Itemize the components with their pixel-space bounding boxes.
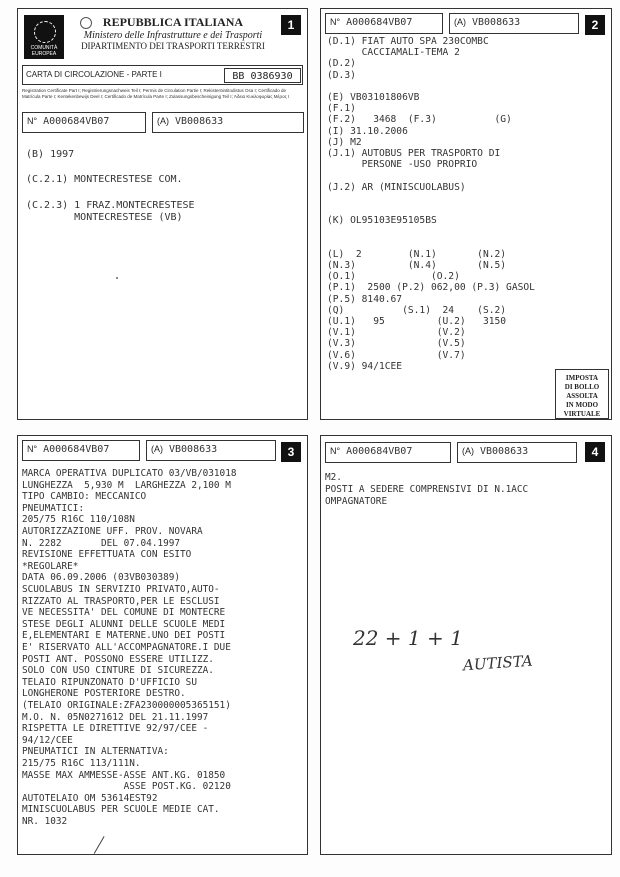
text-line: (P.5) 8140.67 [327, 293, 403, 305]
field-c21: (C.2.1) MONTECRESTESE COM. [26, 174, 183, 185]
no-field [22, 112, 146, 133]
text-line: RIZZATO AL TRASPORTO,PER LE ESCLUSI [22, 595, 220, 607]
a-field [457, 442, 577, 463]
a-value: VB008633 [169, 444, 218, 455]
panel-3 [17, 435, 308, 855]
no-field [325, 442, 451, 463]
text-line: DATA 06.09.2006 (03VB030389) [22, 572, 181, 584]
text-line: MINISCUOLABUS PER SCUOLE MEDIE CAT. [22, 804, 220, 816]
text-line: ASSE POST.KG. 02120 [22, 781, 231, 793]
text-line: CACCIAMALI-TEMA 2 [327, 47, 460, 59]
text-line: N. 2282 DEL 07.04.1997 [22, 537, 181, 549]
a-value: VB008633 [175, 116, 224, 127]
panel-2 [320, 8, 612, 420]
text-line: (Q) (S.1) 24 (S.2) [327, 304, 507, 316]
text-line: VE NECESSITA' DEL COMUNE DI MONTECRE [22, 607, 226, 619]
no-label: N° [330, 446, 341, 456]
serial-number: BB 0386930 [224, 68, 301, 83]
panel-1 [17, 8, 308, 420]
carta-label: CARTA DI CIRCOLAZIONE - PARTE I [22, 65, 303, 85]
text-line: (E) VB03101806VB [327, 92, 420, 103]
stamp-duty-box [555, 369, 609, 419]
text-line: E,ELEMENTARI E MATERNE.UNO DEI POSTI [22, 630, 226, 642]
text-line: (L) 2 (N.1) (N.2) [327, 248, 507, 260]
text-line: (D.2) [327, 58, 356, 70]
text-line: LONGHERONE POSTERIORE DESTRO. [22, 688, 186, 700]
text-line: 215/75 R16C 113/111N. [22, 758, 141, 769]
a-field [146, 440, 276, 461]
speck [116, 277, 118, 279]
field-c23-cont: MONTECRESTESE (VB) [26, 212, 183, 223]
handwritten-driver: AUTISTA [462, 651, 534, 675]
text-line: POSTI ANT. POSSONO ESSERE UTILIZZ. [22, 653, 214, 665]
text-line: (V.3) (V.5) [327, 338, 466, 350]
text-line: NR. 1032 [22, 816, 68, 827]
text-line: OMPAGNATORE [325, 496, 388, 507]
text-line: (P.1) 2500 (P.2) 062,00 (P.3) GASOL [327, 282, 535, 294]
text-line: (F.1) [327, 103, 356, 115]
text-line: (V.9) 94/1CEE [327, 360, 403, 372]
bollo-line: VIRTUALE [563, 410, 601, 418]
text-line: POSTI A SEDERE COMPRENSIVI DI N.1ACC [325, 484, 529, 495]
eu-flag-icon [24, 15, 64, 59]
a-label: (A) [151, 444, 163, 454]
field-c23: (C.2.3) 1 FRAZ.MONTECRESTESE [26, 200, 195, 211]
multilingual-print: Registration Certificate Part I; Registrierungsnachweis Teil I; Permis de Circulation Partie I; Rekisteröintitodistus Osa I; Certificado de Matrícula Parte I; Kentekenbewijs Deel I; Certificado de Matrícula Parte I; Zulassungsbescheinigung Teil I; Άδεια Κυκλοφορίας Μέρος I [22, 88, 290, 99]
text-line: (F.2) 3468 (F.3) (G) [327, 114, 512, 126]
text-line: LUNGHEZZA 5,930 M LARGHEZZA 2,100 M [22, 479, 231, 491]
text-line: E' RISERVATO ALL'ACCOMPAGNATORE.I DUE [22, 642, 231, 653]
text-line: AUTOTELAIO OM 53614EST92 [22, 792, 158, 804]
bollo-line: DI BOLLO [564, 383, 600, 391]
handwritten-seat-count: 22 + 1 + 1 [353, 626, 463, 650]
text-line: AUTORIZZAZIONE UFF. PROV. NOVARA [22, 526, 203, 537]
text-line: (O.1) (O.2) [327, 271, 460, 283]
text-line: (V.6) (V.7) [327, 349, 466, 361]
no-field [22, 440, 140, 461]
text-line: 94/12/CEE [22, 734, 73, 746]
a-value: VB008633 [472, 17, 521, 28]
no-field [325, 13, 443, 34]
a-field [449, 13, 579, 34]
a-label: (A) [157, 116, 169, 126]
document-header [68, 15, 278, 51]
text-line: M.O. N. 05N0271612 DEL 21.11.1997 [22, 711, 209, 723]
text-line: PERSONE -USO PROPRIO [327, 159, 478, 171]
text-line: (I) 31.10.2006 [327, 125, 408, 137]
a-value: VB008633 [480, 446, 529, 457]
panel-number: 4 [585, 442, 605, 462]
panel-number: 3 [281, 442, 301, 462]
text-line: 205/75 R16C 110/108N [22, 514, 135, 526]
field-b: (B) 1997 [26, 149, 75, 160]
a-label: (A) [462, 446, 474, 456]
text-line: PNEUMATICI IN ALTERNATIVA: [22, 746, 169, 758]
text-line: (J.1) AUTOBUS PER TRASPORTO DI [327, 148, 501, 159]
text-line: REVISIONE EFFETTUATA CON ESITO [22, 549, 192, 561]
panel-4 [320, 435, 612, 855]
no-value: A000684VB07 [43, 116, 110, 127]
a-label: (A) [454, 17, 466, 27]
text-line: M2. [325, 472, 342, 483]
no-label: N° [27, 116, 38, 126]
text-line: (N.3) (N.4) (N.5) [327, 260, 507, 271]
eu-badge-label: COMUNITÀ EUROPEA [30, 45, 58, 57]
text-line: (D.3) [327, 69, 356, 81]
bollo-line: ASSOLTA [566, 392, 598, 400]
no-value: A000684VB07 [346, 446, 413, 457]
text-line: (J.2) AR (MINISCUOLABUS) [327, 181, 466, 193]
panel-number: 1 [281, 15, 301, 35]
text-line: SCUOLABUS IN SERVIZIO PRIVATO,AUTO- [22, 584, 220, 595]
text-line: (K) OL95103E95105BS [327, 215, 437, 227]
no-label: N° [330, 17, 341, 27]
header-ministry: Ministero delle Infrastrutture e dei Trasporti [83, 30, 263, 41]
text-line: (TELAIO ORIGINALE:ZFA230000005365151) [22, 700, 231, 711]
no-value: A000684VB07 [346, 17, 413, 28]
a-field [152, 112, 304, 133]
text-line: MASSE MAX AMMESSE-ASSE ANT.KG. 01850 [22, 769, 226, 781]
text-line: (J) M2 [327, 136, 362, 148]
header-department: DIPARTIMENTO DEI TRASPORTI TERRESTRI [81, 41, 265, 51]
text-line: TELAIO RIPUNZONATO D'UFFICIO SU [22, 676, 197, 688]
bollo-line: IMPOSTA [565, 374, 599, 382]
text-line: *REGOLARE* [22, 560, 79, 572]
text-line: (U.1) 95 (U.2) 3150 [327, 316, 507, 327]
header-republic: REPUBBLICA ITALIANA [102, 15, 244, 29]
text-line: (D.1) FIAT AUTO SPA 230COMBC [327, 36, 489, 47]
pen-stroke [94, 836, 107, 855]
text-line: MARCA OPERATIVA DUPLICATO 03/VB/031018 [22, 468, 237, 479]
text-line: PNEUMATICI: [22, 502, 85, 514]
bollo-line: IN MODO [565, 401, 599, 409]
text-line: RISPETTA LE DIRETTIVE 92/97/CEE - [22, 723, 209, 735]
text-line: SOLO CON USO CINTURE DI SICUREZZA. [22, 665, 214, 677]
no-value: A000684VB07 [43, 444, 110, 455]
text-line: (V.1) (V.2) [327, 327, 466, 339]
no-label: N° [27, 444, 38, 454]
text-line: TIPO CAMBIO: MECCANICO [22, 491, 147, 503]
panel-number: 2 [585, 15, 605, 35]
eu-stars-icon [34, 21, 56, 43]
text-line: STESE DEGLI ALUNNI DELLE SCUOLE MEDI [22, 618, 226, 630]
